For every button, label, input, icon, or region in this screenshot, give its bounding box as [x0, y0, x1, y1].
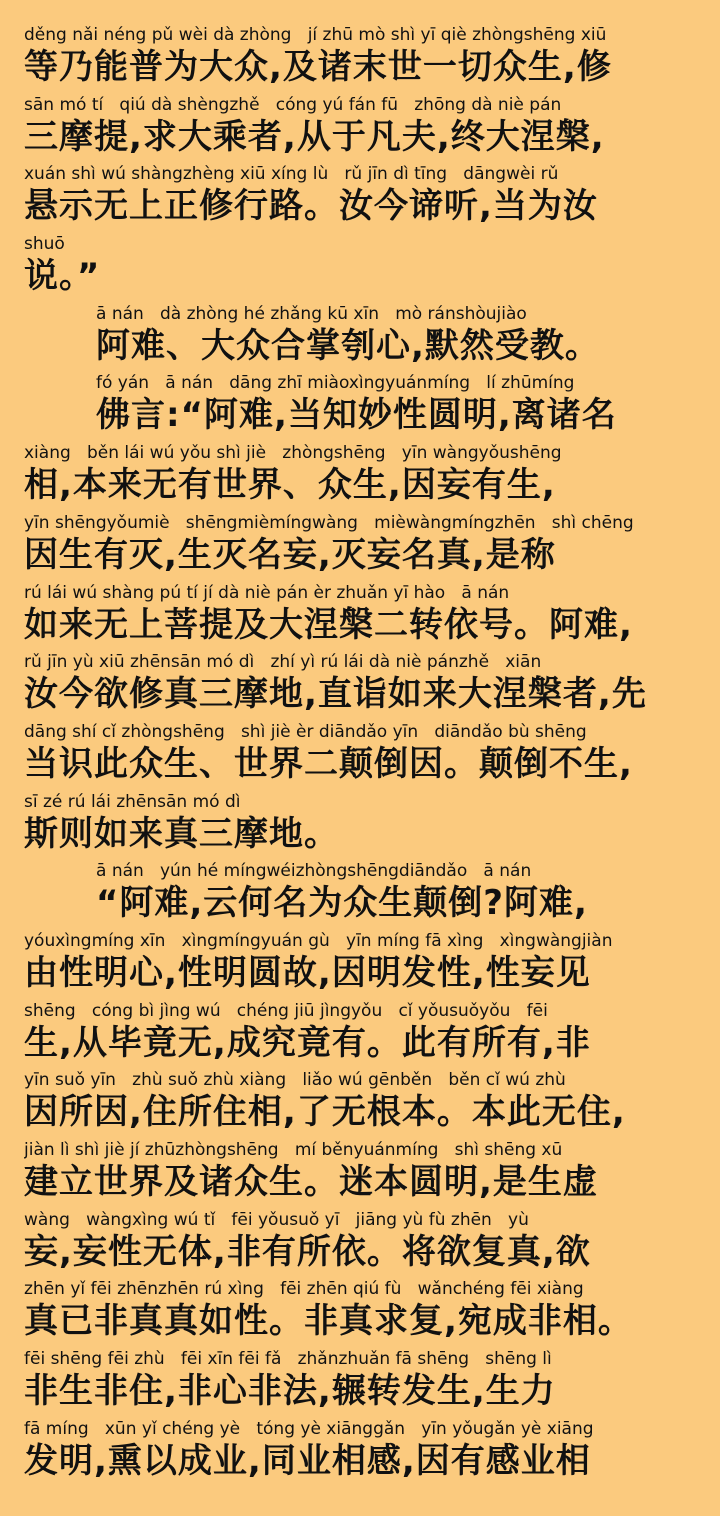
pinyin-annotation: yīn suǒ yīn zhù suǒ zhù xiàng liǎo wú gēnběn běn cǐ wú zhù: [24, 1070, 566, 1091]
text-line: [24, 1069, 700, 1139]
pinyin-annotation: shēng cóng bì jìng wú chéng jiū jìngyǒu cǐ yǒusuǒyǒu fēi: [24, 1000, 548, 1021]
chinese-text: 当识此众生、世界二颠倒因。颠倒不生,: [24, 743, 633, 784]
chinese-text: 妄,妄性无体,非有所依。将欲复真,欲: [24, 1231, 591, 1272]
chinese-text: 说。”: [24, 256, 101, 297]
text-line: [24, 930, 700, 1000]
text-line: [24, 512, 700, 582]
text-line: [24, 582, 700, 652]
pinyin-annotation: shuō: [24, 234, 65, 255]
pinyin-annotation: yóuxìngmíng xīn xìngmíngyuán gù yīn míng fā xìng xìngwàngjiàn: [24, 930, 613, 951]
text-line: [24, 791, 700, 861]
pinyin-annotation: xiàng běn lái wú yǒu shì jiè zhòngshēng yīn wàngyǒushēng: [24, 443, 562, 464]
pinyin-annotation: xuán shì wú shàngzhèng xiū xíng lù rǔ jīn dì tīng dāngwèi rǔ: [24, 164, 559, 185]
text-line: [24, 24, 700, 94]
chinese-text: 等乃能普为大众,及诸末世一切众生,修: [24, 47, 612, 87]
pinyin-annotation: yīn shēngyǒumiè shēngmièmíngwàng mièwàngmíngzhēn shì chēng: [24, 512, 634, 533]
pinyin-annotation: ā nán yún hé míngwéizhòngshēngdiāndǎo ā nán: [96, 861, 532, 882]
chinese-text: 生,从毕竟无,成究竟有。此有所有,非: [24, 1022, 591, 1063]
text-line: [24, 1139, 700, 1209]
pinyin-annotation: jiàn lì shì jiè jí zhūzhòngshēng mí běnyuánmíng shì shēng xū: [24, 1140, 563, 1160]
chinese-text: 由性明心,性明圆故,因明发性,性妄见: [24, 952, 591, 993]
pinyin-annotation: rú lái wú shàng pú tí jí dà niè pán èr zhuǎn yī hào ā nán: [24, 582, 510, 603]
pinyin-annotation: sān mó tí qiú dà shèngzhě cóng yú fán fū zhōng dà niè pán: [24, 94, 562, 115]
chinese-text: 因生有灭,生灭名妄,灭妄名真,是称: [24, 534, 556, 575]
chinese-text: 真已非真真如性。非真求复,宛成非相。: [24, 1301, 633, 1342]
text-line: [24, 442, 700, 512]
chinese-text: “阿难,云何名为众生颠倒?阿难,: [96, 883, 588, 924]
chinese-text: 三摩提,求大乘者,从于凡夫,终大涅槃,: [24, 116, 605, 157]
text-line: [24, 372, 700, 442]
chinese-text: 悬示无上正修行路。汝今谛听,当为汝: [24, 186, 598, 227]
pinyin-annotation: dāng shí cǐ zhòngshēng shì jiè èr diāndǎo yīn diāndǎo bù shēng: [24, 721, 587, 742]
pinyin-annotation: fā míng xūn yǐ chéng yè tóng yè xiānggǎn yīn yǒugǎn yè xiāng: [24, 1418, 594, 1439]
text-line: [24, 1000, 700, 1070]
text-line: [24, 1348, 700, 1418]
text-line: [24, 1418, 700, 1488]
pinyin-annotation: ā nán dà zhòng hé zhǎng kū xīn mò ránshòujiào: [96, 303, 527, 324]
pinyin-annotation: zhēn yǐ fēi zhēnzhēn rú xìng fēi zhēn qiú fù wǎnchéng fēi xiàng: [24, 1279, 584, 1300]
text-line: [24, 1278, 700, 1348]
chinese-text: 斯则如来真三摩地。: [24, 813, 339, 854]
text-line: [24, 651, 700, 721]
chinese-text: 建立世界及诸众生。迷本圆明,是生虚: [24, 1162, 598, 1202]
pinyin-annotation: fó yán ā nán dāng zhī miàoxìngyuánmíng lí zhūmíng: [96, 373, 575, 394]
text-line: [24, 163, 700, 233]
chinese-text: 汝今欲修真三摩地,直诣如来大涅槃者,先: [24, 674, 647, 715]
chinese-text: 佛言:“阿难,当知妙性圆明,离诸名: [96, 395, 617, 436]
text-line: [24, 233, 700, 303]
chinese-text: 发明,熏以成业,同业相感,因有感业相: [24, 1440, 591, 1481]
pinyin-annotation: děng nǎi néng pǔ wèi dà zhòng jí zhū mò shì yī qiè zhòngshēng xiū: [24, 25, 607, 45]
pinyin-annotation: sī zé rú lái zhēnsān mó dì: [24, 791, 241, 812]
chinese-text: 如来无上菩提及大涅槃二转依号。阿难,: [24, 604, 633, 645]
chinese-text: 相,本来无有世界、众生,因妄有生,: [24, 465, 556, 506]
chinese-text: 阿难、大众合掌刳心,默然受教。: [96, 325, 600, 366]
chinese-text: 非生非住,非心非法,辗转发生,生力: [24, 1371, 556, 1412]
text-line: [24, 94, 700, 164]
text-line: [24, 1209, 700, 1279]
pinyin-annotation: wàng wàngxìng wú tǐ fēi yǒusuǒ yī jiāng yù fù zhēn yù: [24, 1209, 529, 1230]
text-line: [24, 860, 700, 930]
chinese-text: 因所因,住所住相,了无根本。本此无住,: [24, 1092, 626, 1133]
pinyin-annotation: fēi shēng fēi zhù fēi xīn fēi fǎ zhǎnzhuǎn fā shēng shēng lì: [24, 1349, 552, 1370]
text-line: [24, 303, 700, 373]
pinyin-annotation: rǔ jīn yù xiū zhēnsān mó dì zhí yì rú lái dà niè pánzhě xiān: [24, 652, 542, 673]
text-line: [24, 721, 700, 791]
